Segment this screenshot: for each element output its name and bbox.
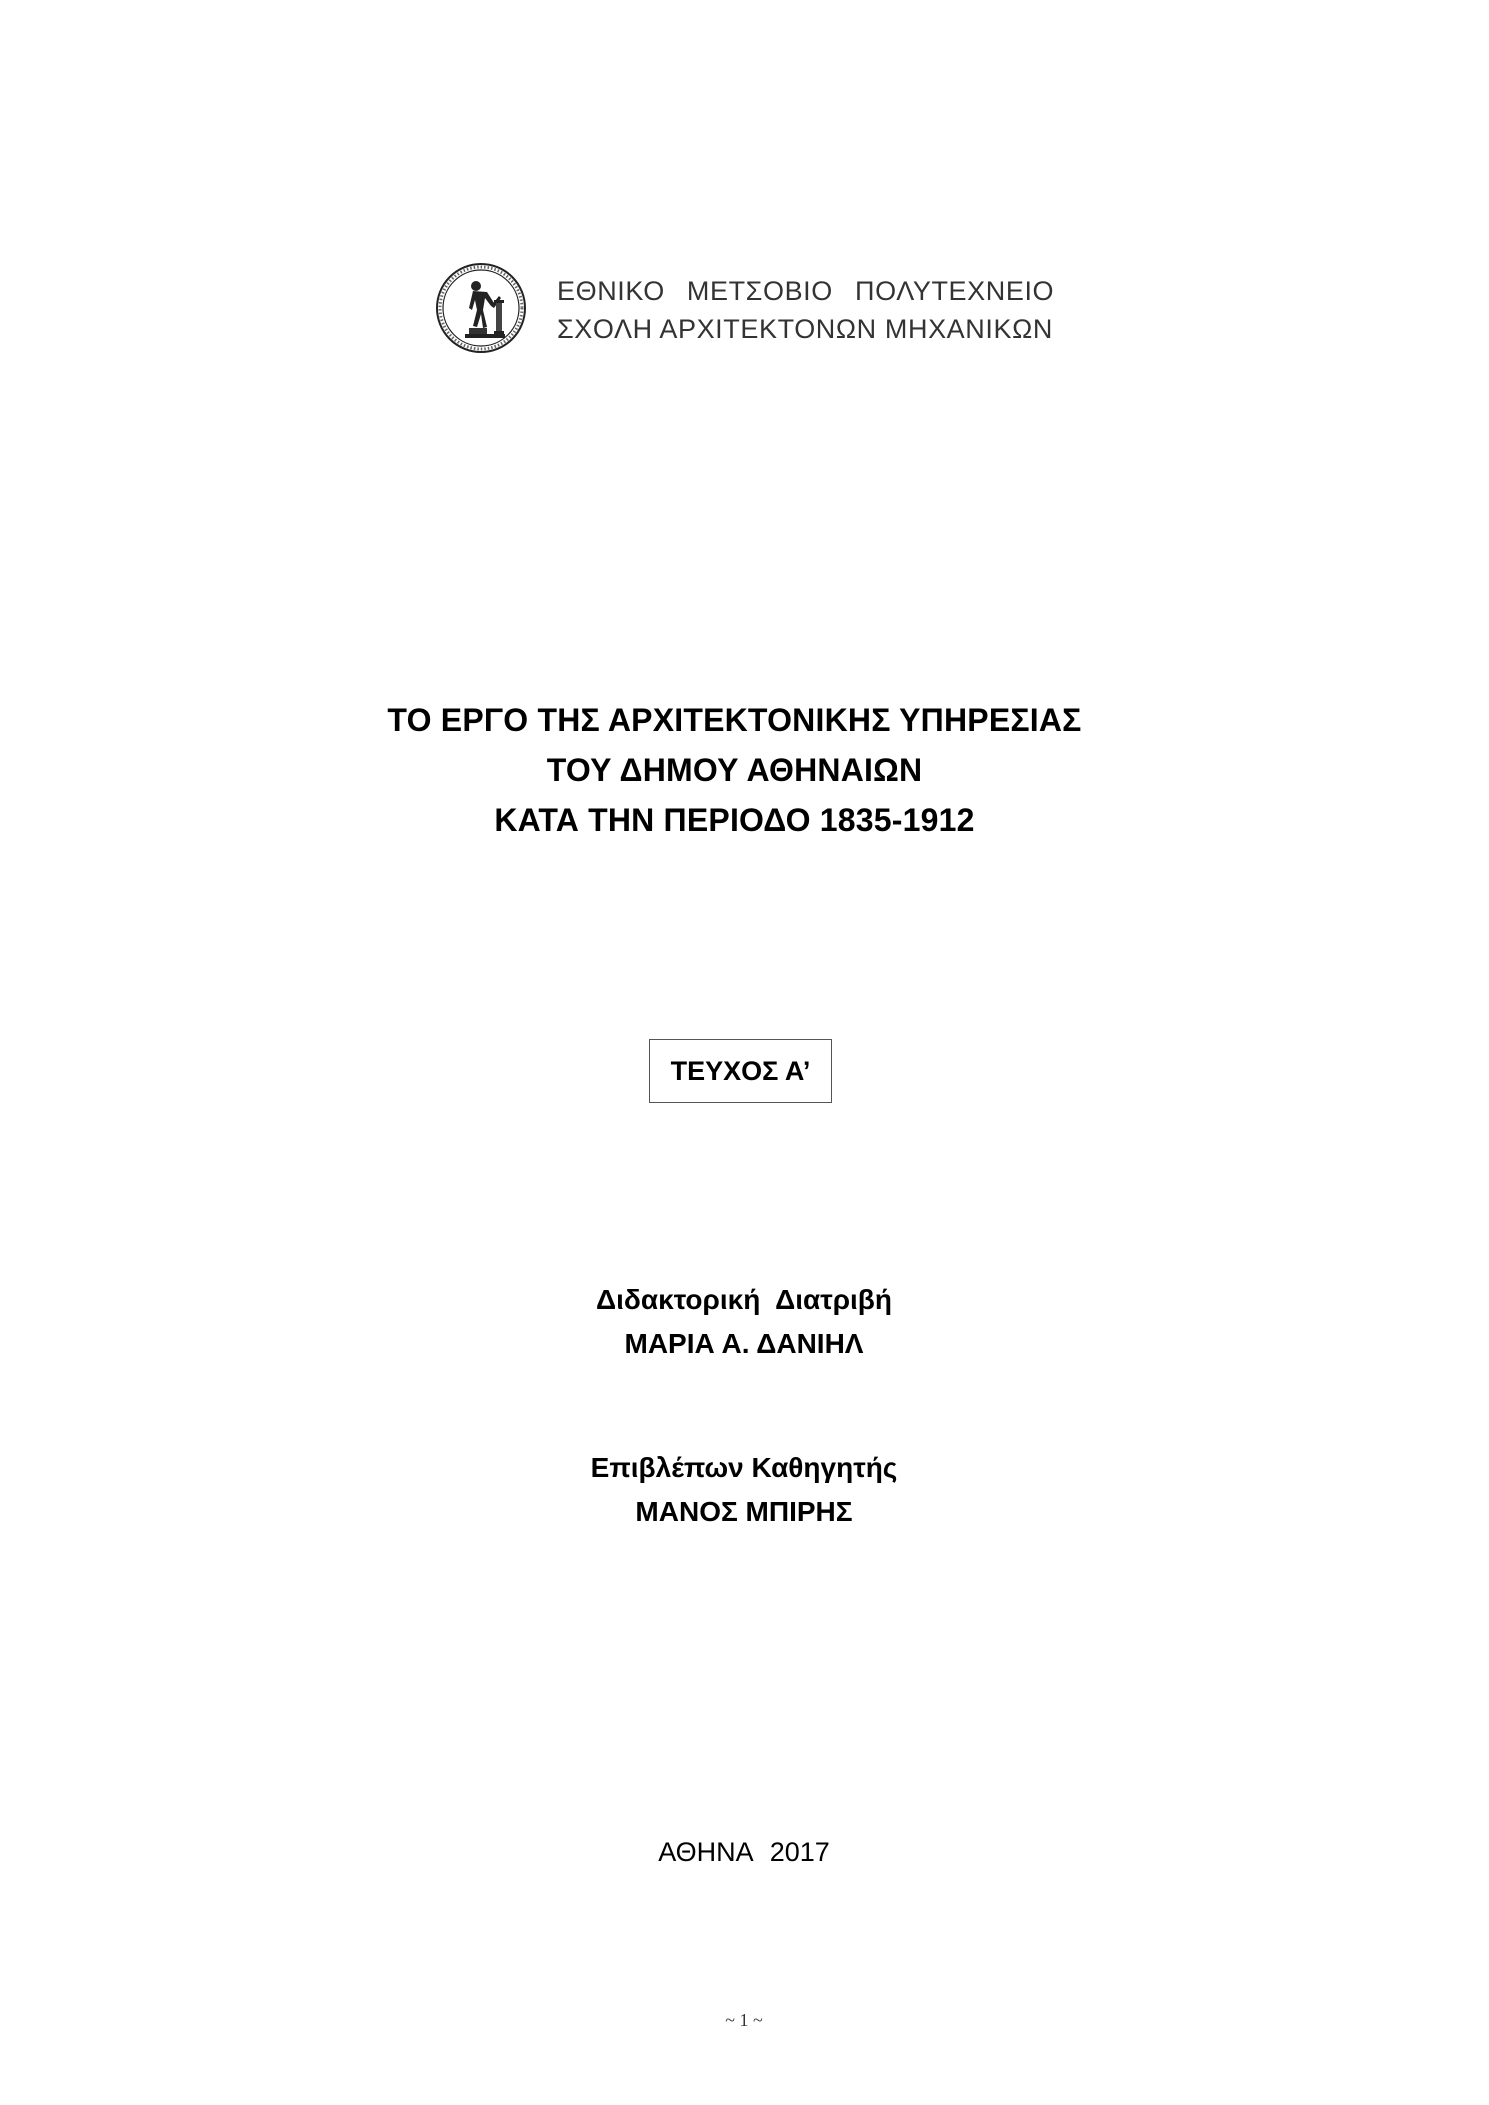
title-line-1: ΤΟ ΕΡΓΟ ΤΗΣ ΑΡΧΙΤΕΚΤΟΝΙΚΗΣ ΥΠΗΡΕΣΙΑΣ (387, 702, 1082, 738)
title-line-3: ΚΑΤΑ ΤΗΝ ΠΕΡΙΟΔΟ 1835-1912 (494, 802, 975, 838)
thesis-info (0, 1278, 1489, 1366)
thesis-type: Διδακτορική Διατριβή (596, 1284, 892, 1315)
institution-line-1: ΕΘΝΙΚΟ ΜΕΤΣΟΒΙΟ ΠΟΛΥΤΕΧΝΕΙΟ (557, 276, 1055, 306)
ntua-seal-icon (435, 262, 527, 354)
supervisor-name: ΜΑΝΟΣ ΜΠΙΡΗΣ (635, 1496, 853, 1527)
supervisor-role: Επιβλέπων Καθηγητής (590, 1452, 898, 1483)
volume-label-box (649, 1039, 832, 1103)
place-and-year: ΑΘΗΝΑ 2017 (658, 1837, 830, 1867)
document-title (0, 695, 1489, 845)
volume-label: ΤΕΥΧΟΣ Α’ (670, 1055, 811, 1086)
title-line-2: ΤΟΥ ΔΗΜΟΥ ΑΘΗΝΑΙΩΝ (546, 752, 923, 788)
institution-name (557, 272, 1054, 348)
thesis-author: ΜΑΡΙΑ Α. ΔΑΝΙΗΛ (624, 1328, 864, 1359)
page-number: ~ 1 ~ (725, 2010, 763, 2030)
institution-line-2: ΣΧΟΛΗ ΑΡΧΙΤΕΚΤΟΝΩΝ ΜΗΧΑΝΙΚΩΝ (557, 314, 1053, 344)
supervisor-info (0, 1446, 1489, 1534)
institution-header (435, 260, 1055, 360)
